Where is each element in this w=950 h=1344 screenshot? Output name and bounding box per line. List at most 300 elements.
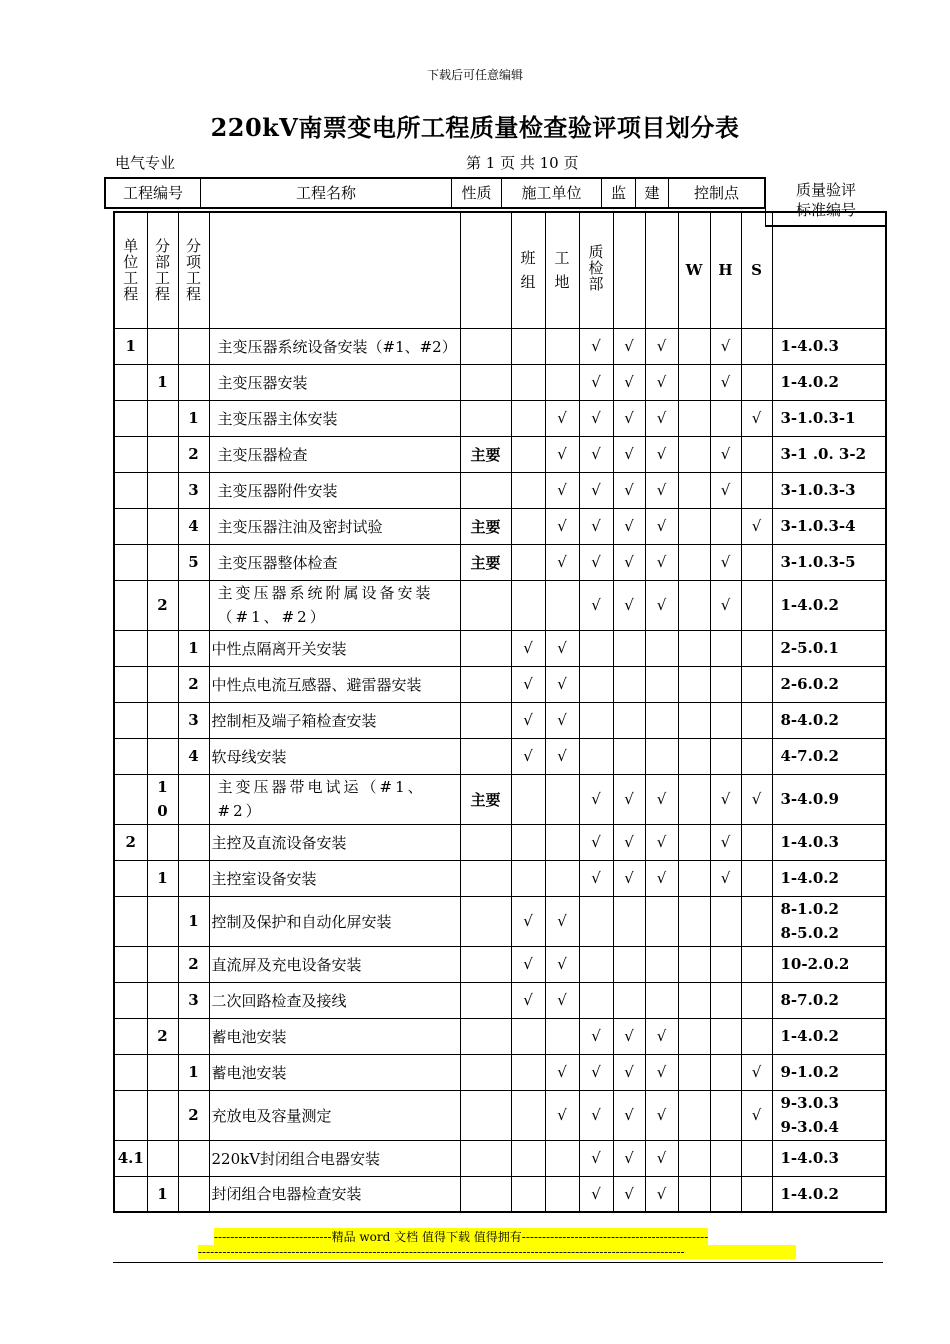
- check-qc: √: [579, 1176, 613, 1212]
- standard-code: [772, 896, 886, 946]
- table-row: [114, 1018, 886, 1054]
- standard-code: [772, 982, 886, 1018]
- control-s: [741, 982, 772, 1018]
- control-w: [678, 508, 710, 544]
- table-row: [114, 896, 886, 946]
- control-s: [741, 896, 772, 946]
- control-s: [741, 328, 772, 364]
- item-number: 1: [178, 630, 209, 666]
- control-w: [678, 1176, 710, 1212]
- control-s: [741, 1176, 772, 1212]
- header-name: 工程名称: [201, 179, 452, 207]
- check-qc: √: [579, 1140, 613, 1176]
- item-number: [178, 328, 209, 364]
- project-name: 软母线安装: [209, 738, 460, 774]
- check-site: √: [545, 982, 579, 1018]
- standard-code: [772, 328, 886, 364]
- subheader-site: 工 地: [545, 212, 579, 328]
- check-team: [511, 328, 545, 364]
- check-supervise: √: [613, 328, 645, 364]
- table-row: [114, 508, 886, 544]
- standard-code-line: 1-4.0.3: [780, 337, 839, 355]
- control-s: [741, 666, 772, 702]
- major-label: 电气专业: [115, 154, 176, 172]
- check-team: [511, 364, 545, 400]
- table-row: [114, 436, 886, 472]
- check-team: [511, 508, 545, 544]
- project-nature: [460, 666, 511, 702]
- part-number: [147, 1090, 178, 1140]
- footer-rule: [113, 1262, 883, 1263]
- item-number: 3: [178, 702, 209, 738]
- project-nature: [460, 860, 511, 896]
- check-qc: [579, 630, 613, 666]
- standard-code-line: 3-4.0.9: [780, 790, 839, 808]
- unit-number: [114, 630, 147, 666]
- standard-code-line: 1-4.0.2: [780, 869, 839, 887]
- check-qc: [579, 982, 613, 1018]
- check-team: [511, 1018, 545, 1054]
- check-supervise: √: [613, 1090, 645, 1140]
- check-site: √: [545, 630, 579, 666]
- project-name: 主控及直流设备安装: [209, 824, 460, 860]
- table-row: [114, 946, 886, 982]
- control-s: [741, 630, 772, 666]
- check-supervise: √: [613, 860, 645, 896]
- subheader-blank-name: [209, 212, 460, 328]
- check-supervise: √: [613, 774, 645, 824]
- control-h: √: [710, 436, 741, 472]
- control-h: [710, 946, 741, 982]
- table-row: [114, 1140, 886, 1176]
- check-construct: √: [645, 774, 678, 824]
- table-header: [104, 177, 884, 219]
- check-construct: √: [645, 472, 678, 508]
- project-name: 主变压器系统设备安装（#1、#2）: [209, 328, 460, 364]
- control-w: [678, 702, 710, 738]
- check-team: √: [511, 982, 545, 1018]
- check-construct: [645, 666, 678, 702]
- header-unit: 施工单位: [502, 179, 602, 207]
- check-qc: [579, 702, 613, 738]
- header-standard-line1: 质量验评: [795, 181, 856, 199]
- control-s: [741, 946, 772, 982]
- check-team: [511, 436, 545, 472]
- standard-code: [772, 774, 886, 824]
- check-supervise: [613, 982, 645, 1018]
- standard-code: [772, 702, 886, 738]
- item-number: 3: [178, 982, 209, 1018]
- footer-banner-line1: -----------------------------精品 word 文档 值得下载 值得拥有----------------------------------------------: [214, 1230, 709, 1244]
- check-qc: [579, 896, 613, 946]
- project-name: 220kV封闭组合电器安装: [209, 1140, 460, 1176]
- control-w: [678, 982, 710, 1018]
- control-s: √: [741, 1090, 772, 1140]
- standard-code-line: 3-1.0.3-5: [780, 553, 856, 571]
- check-team: [511, 1090, 545, 1140]
- check-construct: √: [645, 1090, 678, 1140]
- control-w: [678, 946, 710, 982]
- item-number: [178, 774, 209, 824]
- standard-code: [772, 946, 886, 982]
- control-s: [741, 580, 772, 630]
- standard-code: [772, 1054, 886, 1090]
- check-supervise: √: [613, 472, 645, 508]
- check-team: √: [511, 666, 545, 702]
- check-team: [511, 544, 545, 580]
- control-h: [710, 1054, 741, 1090]
- table-row: [114, 982, 886, 1018]
- project-name: 主变压器注油及密封试验: [209, 508, 460, 544]
- part-number: [147, 824, 178, 860]
- project-nature: [460, 580, 511, 630]
- check-site: [545, 1176, 579, 1212]
- standard-code-line: 1-4.0.2: [780, 1184, 839, 1203]
- control-h: [710, 1176, 741, 1212]
- project-name: 主变压器带电试运（#1、#2）: [209, 774, 460, 824]
- check-construct: [645, 702, 678, 738]
- project-name: 充放电及容量测定: [209, 1090, 460, 1140]
- check-site: √: [545, 436, 579, 472]
- check-construct: √: [645, 400, 678, 436]
- project-name: 主变压器整体检查: [209, 544, 460, 580]
- check-site: [545, 580, 579, 630]
- project-name: 蓄电池安装: [209, 1054, 460, 1090]
- standard-code: [772, 364, 886, 400]
- control-h: [710, 400, 741, 436]
- check-site: [545, 328, 579, 364]
- table-row: [114, 472, 886, 508]
- check-team: [511, 580, 545, 630]
- standard-code-line: 4-7.0.2: [780, 747, 839, 765]
- control-w: [678, 896, 710, 946]
- check-site: √: [545, 946, 579, 982]
- standard-code-line: 1-4.0.2: [780, 596, 839, 614]
- project-table: [113, 211, 887, 1213]
- table-row: [114, 702, 886, 738]
- check-site: √: [545, 1054, 579, 1090]
- control-w: [678, 630, 710, 666]
- standard-code: [772, 860, 886, 896]
- check-qc: √: [579, 544, 613, 580]
- project-nature: 主要: [460, 774, 511, 824]
- standard-code-line: 3-1 .0. 3-2: [780, 445, 867, 463]
- project-name: 直流屏及充电设备安装: [209, 946, 460, 982]
- control-h: [710, 508, 741, 544]
- check-team: [511, 400, 545, 436]
- check-site: [545, 1018, 579, 1054]
- page-info: 第 1 页 共 10 页: [466, 154, 579, 172]
- check-qc: √: [579, 364, 613, 400]
- control-s: [741, 436, 772, 472]
- part-number: [147, 544, 178, 580]
- part-number: [147, 1140, 178, 1176]
- check-construct: √: [645, 436, 678, 472]
- check-team: √: [511, 896, 545, 946]
- project-nature: [460, 400, 511, 436]
- top-note: 下载后可任意编辑: [426, 68, 523, 82]
- check-qc: √: [579, 580, 613, 630]
- project-name: 封闭组合电器检查安装: [209, 1176, 460, 1212]
- project-name: 主控室设备安装: [209, 860, 460, 896]
- part-number: [147, 436, 178, 472]
- check-qc: [579, 946, 613, 982]
- control-h: √: [710, 364, 741, 400]
- check-site: [545, 1140, 579, 1176]
- check-supervise: [613, 702, 645, 738]
- table-row: [114, 328, 886, 364]
- control-h: [710, 738, 741, 774]
- project-nature: 主要: [460, 544, 511, 580]
- item-number: 3: [178, 472, 209, 508]
- standard-code-line: 1-4.0.2: [780, 373, 839, 391]
- control-h: √: [710, 472, 741, 508]
- unit-number: [114, 508, 147, 544]
- check-supervise: √: [613, 1176, 645, 1212]
- subheader-h: H: [710, 212, 741, 328]
- check-qc: [579, 666, 613, 702]
- check-site: √: [545, 472, 579, 508]
- unit-number: [114, 1054, 147, 1090]
- check-construct: √: [645, 860, 678, 896]
- table-row: [114, 1054, 886, 1090]
- item-number: 4: [178, 738, 209, 774]
- check-qc: √: [579, 508, 613, 544]
- subheader-team: 班 组: [511, 212, 545, 328]
- part-number: [147, 508, 178, 544]
- project-nature: [460, 1018, 511, 1054]
- check-site: √: [545, 702, 579, 738]
- unit-number: [114, 774, 147, 824]
- check-construct: √: [645, 364, 678, 400]
- item-number: [178, 580, 209, 630]
- check-qc: [579, 738, 613, 774]
- project-nature: [460, 1054, 511, 1090]
- control-s: [741, 1140, 772, 1176]
- project-nature: [460, 1090, 511, 1140]
- check-construct: [645, 630, 678, 666]
- project-name: 主变压器检查: [209, 436, 460, 472]
- control-w: [678, 436, 710, 472]
- control-h: [710, 702, 741, 738]
- control-s: √: [741, 400, 772, 436]
- control-w: [678, 666, 710, 702]
- standard-code-line: 8-4.0.2: [780, 711, 839, 729]
- check-construct: √: [645, 1054, 678, 1090]
- item-number: [178, 824, 209, 860]
- project-nature: 主要: [460, 436, 511, 472]
- project-nature: 主要: [460, 508, 511, 544]
- subheader-item-project: 分 项 工 程: [178, 212, 209, 328]
- control-w: [678, 1140, 710, 1176]
- unit-number: [114, 544, 147, 580]
- control-w: [678, 774, 710, 824]
- project-nature: [460, 946, 511, 982]
- control-s: [741, 544, 772, 580]
- standard-code-line: 1-4.0.2: [780, 1027, 839, 1045]
- project-name: 控制柜及端子箱检查安装: [209, 702, 460, 738]
- part-number: [147, 666, 178, 702]
- control-w: [678, 1018, 710, 1054]
- item-number: 2: [178, 436, 209, 472]
- unit-number: [114, 982, 147, 1018]
- unit-number: [114, 364, 147, 400]
- item-number: 2: [178, 946, 209, 982]
- project-name: 主变压器系统附属设备安装（#1、#2）: [209, 580, 460, 630]
- check-site: √: [545, 400, 579, 436]
- check-supervise: √: [613, 1140, 645, 1176]
- check-team: √: [511, 702, 545, 738]
- check-supervise: √: [613, 400, 645, 436]
- check-supervise: [613, 666, 645, 702]
- check-supervise: √: [613, 1018, 645, 1054]
- check-qc: √: [579, 1018, 613, 1054]
- standard-code: [772, 472, 886, 508]
- check-construct: √: [645, 824, 678, 860]
- standard-code-line: 2-6.0.2: [780, 675, 839, 693]
- check-construct: √: [645, 580, 678, 630]
- table-row: [114, 630, 886, 666]
- standard-code: [772, 508, 886, 544]
- unit-number: [114, 896, 147, 946]
- control-h: √: [710, 860, 741, 896]
- item-number: 2: [178, 1090, 209, 1140]
- standard-code-line: 1-4.0.3: [780, 833, 839, 851]
- project-name: 中性点电流互感器、避雷器安装: [209, 666, 460, 702]
- check-qc: √: [579, 436, 613, 472]
- standard-code-line: 8-5.0.2: [780, 924, 839, 942]
- check-team: [511, 1054, 545, 1090]
- project-nature: [460, 1176, 511, 1212]
- standard-code-line: 9-1.0.2: [780, 1063, 839, 1081]
- check-qc: √: [579, 328, 613, 364]
- part-number: [147, 946, 178, 982]
- check-supervise: √: [613, 364, 645, 400]
- control-h: √: [710, 544, 741, 580]
- control-s: [741, 738, 772, 774]
- project-name: 控制及保护和自动化屏安装: [209, 896, 460, 946]
- table-row: [114, 738, 886, 774]
- control-s: √: [741, 1054, 772, 1090]
- unit-number: [114, 1176, 147, 1212]
- check-qc: √: [579, 1054, 613, 1090]
- control-s: [741, 1018, 772, 1054]
- table-row: [114, 1090, 886, 1140]
- project-name: 蓄电池安装: [209, 1018, 460, 1054]
- check-construct: √: [645, 328, 678, 364]
- header-construct: 建: [636, 179, 669, 207]
- control-h: √: [710, 774, 741, 824]
- item-number: [178, 1018, 209, 1054]
- table-row: [114, 580, 886, 630]
- project-nature: [460, 1140, 511, 1176]
- check-construct: √: [645, 508, 678, 544]
- subheader-blank-supervise: [613, 212, 645, 328]
- unit-number: [114, 1090, 147, 1140]
- part-number: [147, 896, 178, 946]
- part-number: 1: [147, 1176, 178, 1212]
- subheader-blank-construct: [645, 212, 678, 328]
- part-number: [147, 472, 178, 508]
- unit-number: [114, 702, 147, 738]
- check-construct: [645, 946, 678, 982]
- control-w: [678, 544, 710, 580]
- control-w: [678, 328, 710, 364]
- footer-banner-line2: ------------------------------------------------------------------------------------------------------------------------: [198, 1245, 796, 1259]
- project-nature: [460, 630, 511, 666]
- header-nature: 性质: [452, 179, 502, 207]
- item-number: 1: [178, 1054, 209, 1090]
- header-code: 工程编号: [106, 179, 201, 207]
- check-site: [545, 364, 579, 400]
- check-supervise: √: [613, 508, 645, 544]
- item-number: 4: [178, 508, 209, 544]
- unit-number: [114, 400, 147, 436]
- check-qc: √: [579, 472, 613, 508]
- unit-number: 1: [114, 328, 147, 364]
- control-h: √: [710, 824, 741, 860]
- part-number: 1: [147, 860, 178, 896]
- unit-number: [114, 580, 147, 630]
- check-qc: √: [579, 824, 613, 860]
- standard-code-line: 8-1.0.2: [780, 900, 839, 918]
- project-name: 主变压器附件安装: [209, 472, 460, 508]
- project-nature: [460, 896, 511, 946]
- part-number: [147, 702, 178, 738]
- control-w: [678, 472, 710, 508]
- standard-code-line: 3-1.0.3-3: [780, 481, 856, 499]
- check-supervise: √: [613, 824, 645, 860]
- check-team: [511, 824, 545, 860]
- project-nature: [460, 702, 511, 738]
- part-number: [147, 738, 178, 774]
- unit-number: [114, 436, 147, 472]
- control-s: √: [741, 774, 772, 824]
- control-h: [710, 1018, 741, 1054]
- standard-code: [772, 436, 886, 472]
- check-qc: √: [579, 1090, 613, 1140]
- table-row: [114, 824, 886, 860]
- control-h: √: [710, 328, 741, 364]
- unit-number: 2: [114, 824, 147, 860]
- standard-code-line: 2-5.0.1: [780, 639, 839, 657]
- check-team: [511, 860, 545, 896]
- standard-code-line: 9-3.0.3: [780, 1094, 839, 1112]
- check-site: √: [545, 666, 579, 702]
- check-team: [511, 472, 545, 508]
- unit-number: [114, 946, 147, 982]
- table-row: [114, 400, 886, 436]
- control-w: [678, 824, 710, 860]
- control-s: [741, 364, 772, 400]
- project-nature: [460, 364, 511, 400]
- table-row: [114, 774, 886, 824]
- control-h: [710, 630, 741, 666]
- part-number: 2: [147, 580, 178, 630]
- unit-number: [114, 472, 147, 508]
- check-site: √: [545, 896, 579, 946]
- control-s: [741, 472, 772, 508]
- check-construct: √: [645, 1018, 678, 1054]
- subheader-unit-project: 单 位 工 程: [114, 212, 147, 328]
- control-h: [710, 666, 741, 702]
- standard-code-line: 3-1.0.3-1: [780, 409, 856, 427]
- part-number: [147, 400, 178, 436]
- check-team: [511, 1140, 545, 1176]
- project-nature: [460, 982, 511, 1018]
- check-supervise: [613, 738, 645, 774]
- part-number: [147, 982, 178, 1018]
